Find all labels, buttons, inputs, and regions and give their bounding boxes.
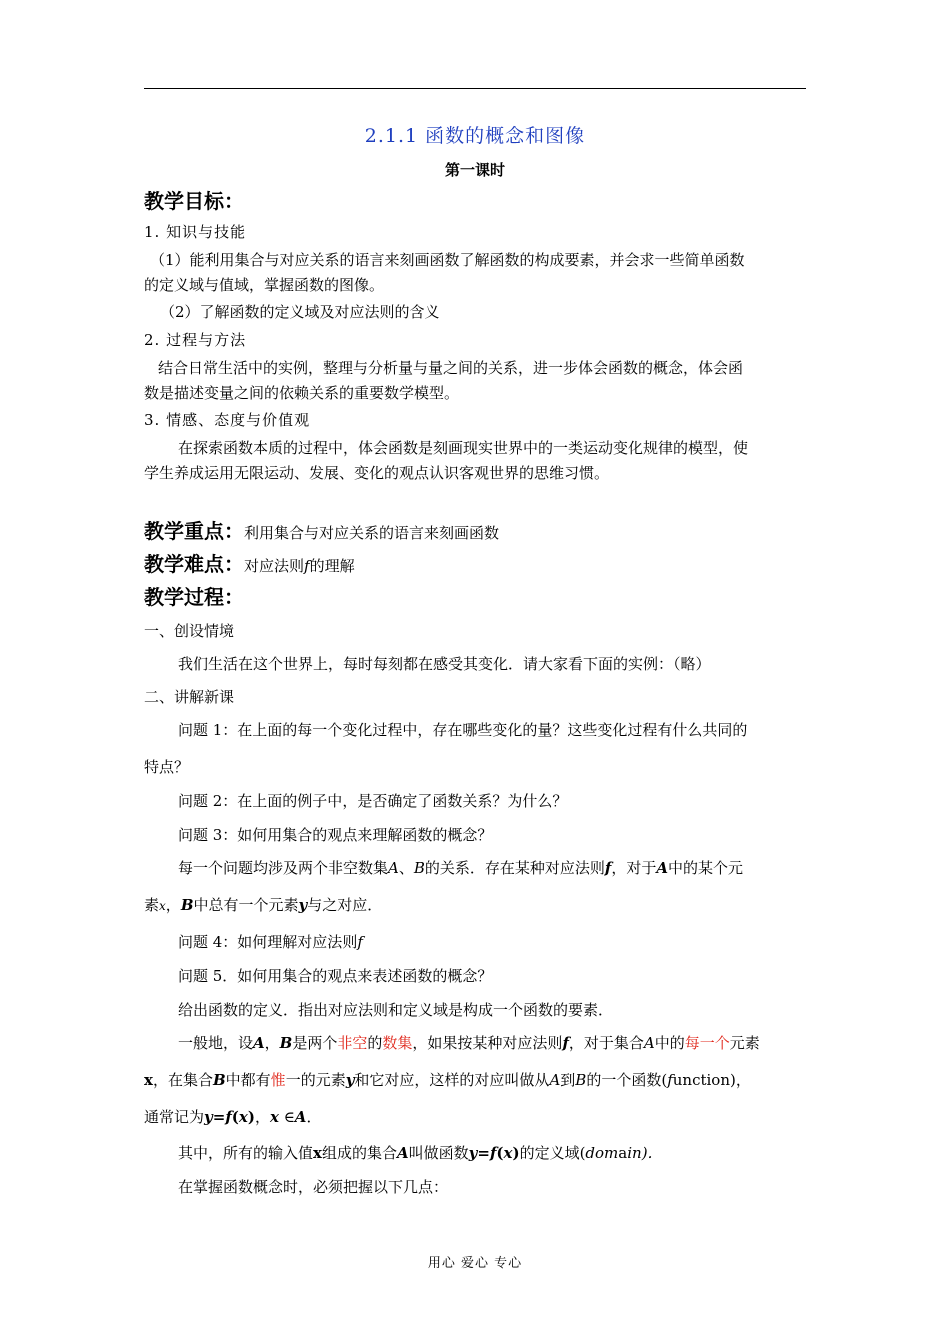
goals-heading: 教学目标： xyxy=(144,189,244,213)
page-subtitle: 第一课时 xyxy=(444,161,505,179)
question-1-line-2: 特点？ xyxy=(144,758,190,776)
question-5: 问题 5．如何用集合的观点来表述函数的概念？ xyxy=(178,967,493,985)
section-knowledge-heading: 1. 知识与技能 xyxy=(144,223,247,241)
difficulty-text-end: 的理解 xyxy=(309,557,355,575)
attitude-text-line-2: 学生养成运用无限运动、发展、变化的观点认识客观世界的思维习惯。 xyxy=(144,464,610,482)
question-4: 问题 4：如何理解对应法则f xyxy=(178,933,363,951)
answer-line-2: 素x，B中总有一个元素y与之对应． xyxy=(144,896,383,914)
definition-line-3: 通常记为y=f(x)，x ∈A． xyxy=(144,1108,322,1126)
key-point xyxy=(144,518,499,546)
knowledge-item-1-line-2: 的定义域与值域，掌握函数的图像。 xyxy=(144,276,385,294)
process-heading: 教学过程： xyxy=(144,585,244,609)
definition-line-2: x，在集合B中都有惟一的元素y和它对应，这样的对应叫做从A到B的一个函数(function)， xyxy=(144,1071,751,1089)
definition-line-1: 一般地，设A，B是两个非空的数集，如果按某种对应法则f，对于集合A中的每一个元素 xyxy=(178,1034,760,1052)
question-2: 问题 2：在上面的例子中，是否确定了函数关系？为什么？ xyxy=(178,792,568,810)
section-process-heading: 2. 过程与方法 xyxy=(144,331,247,349)
part-1-text: 我们生活在这个世界上，每时每刻都在感受其变化．请大家看下面的实例：（略） xyxy=(178,655,711,673)
section-attitude-heading: 3. 情感、态度与价值观 xyxy=(144,411,311,429)
final-line: 在掌握函数概念时，必须把握以下几点： xyxy=(178,1178,449,1196)
knowledge-item-2: （2）了解函数的定义域及对应法则的含义 xyxy=(160,303,440,321)
difficulty-text: 对应法则 xyxy=(244,557,305,575)
part-1-heading: 一、创设情境 xyxy=(144,622,235,640)
page-footer: 用心 爱心 专心 xyxy=(427,1256,523,1271)
process-text-line-1: 结合日常生活中的实例，整理与分析量与量之间的关系，进一步体会函数的概念，体会函 xyxy=(158,359,744,377)
attitude-text-line-1: 在探索函数本质的过程中，体会函数是刻画现实世界中的一类运动变化规律的模型，使 xyxy=(178,439,749,457)
question-3: 问题 3：如何用集合的观点来理解函数的概念？ xyxy=(178,826,493,844)
process-text-line-2: 数是描述变量之间的依赖关系的重要数学模型。 xyxy=(144,384,460,402)
key-point-text: 利用集合与对应关系的语言来刻画函数 xyxy=(244,524,500,542)
difficulty-point xyxy=(144,551,355,579)
page-title: 2.1.1 函数的概念和图像 xyxy=(364,125,586,147)
part-2-heading: 二、讲解新课 xyxy=(144,688,235,706)
knowledge-item-1-line-1: （1）能利用集合与对应关系的语言来刻画函数了解函数的构成要素，并会求一些简单函数 xyxy=(150,251,745,269)
definition-intro: 给出函数的定义．指出对应法则和定义域是构成一个函数的要素． xyxy=(178,1001,614,1019)
header-rule xyxy=(144,88,806,89)
question-1-line-1: 问题 1：在上面的每一个变化过程中，存在哪些变化的量？这些变化过程有什么共同的 xyxy=(178,721,748,739)
answer-line-1: 每一个问题均涉及两个非空数集A、B的关系．存在某种对应法则f，对于A中的某个元 xyxy=(178,859,744,877)
difficulty-var: f xyxy=(304,557,310,575)
domain-definition: 其中，所有的输入值x组成的集合A叫做函数y=f(x)的定义域(domain)． xyxy=(178,1144,663,1162)
difficulty-label: 教学难点： xyxy=(144,552,244,576)
key-point-label: 教学重点： xyxy=(144,519,244,543)
